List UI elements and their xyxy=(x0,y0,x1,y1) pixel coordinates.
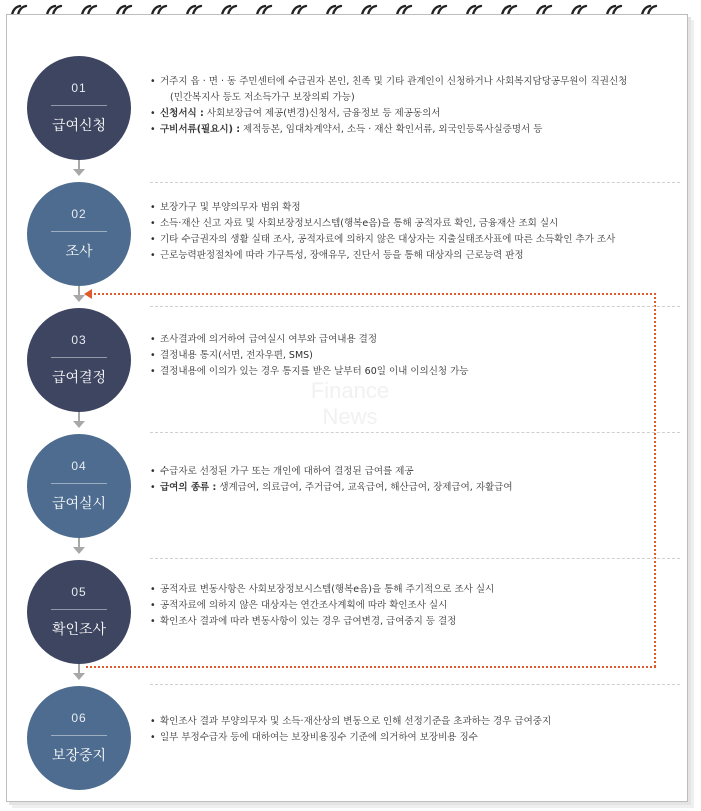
connector-arrow-3-4 xyxy=(73,421,85,428)
step-rule xyxy=(51,357,107,358)
step-title: 급여실시 xyxy=(51,496,107,512)
step-04-line-2-text: 생계급여, 의료급여, 주거급여, 교육급여, 해산급여, 장제급여, 자활급여 xyxy=(216,482,513,493)
divider-3 xyxy=(150,432,680,433)
step-03-line-2: • 결정내용 통지(서면, 전자우편, SMS) xyxy=(150,348,685,364)
step-01-circle xyxy=(27,56,131,160)
connector-arrow-1-2 xyxy=(73,169,85,176)
step-01-line-4-text: 제적등본, 임대차계약서, 소득 · 재산 확인서류, 외국인등록사실증명서 등 xyxy=(240,124,543,135)
step-02-description xyxy=(150,200,685,264)
step-03-description xyxy=(150,332,685,380)
step-01-line-1: • 거주지 읍 · 면 · 동 주민센터에 수급권자 본인, 친족 및 기타 관계인이 신청하거나 사회복지담당공무원이 직권신청 xyxy=(150,74,685,90)
step-06-line-2: • 일부 부정수급자 등에 대하여는 보장비용징수 기준에 의거하여 보장비용 징수 xyxy=(150,730,685,746)
step-05-circle xyxy=(27,560,131,664)
step-02-line-4: • 근로능력판정절차에 따라 가구특성, 장애유무, 진단서 등을 통해 대상자의 근로능력 판정 xyxy=(150,248,685,264)
step-04-line-1: • 수급자로 선정된 가구 또는 개인에 대하여 결정된 급여를 제공 xyxy=(150,464,685,480)
step-02-line-1: • 보장가구 및 부양의무자 범위 확정 xyxy=(150,200,685,216)
step-04-line-2-label: 급여의 종류 : xyxy=(160,482,217,493)
divider-4 xyxy=(150,558,680,559)
step-01-description xyxy=(150,74,685,138)
step-03-line-1: • 조사결과에 의거하여 급여실시 여부와 급여내용 결정 xyxy=(150,332,685,348)
step-02-line-2: • 소득·재산 신고 자료 및 사회보장정보시스템(행복e음)을 통해 공적자료 확인, 금융재산 조회 실시 xyxy=(150,216,685,232)
step-rule xyxy=(51,231,107,232)
watermark-line-1: Finance xyxy=(310,378,390,403)
step-number: 06 xyxy=(71,711,87,725)
step-04-circle xyxy=(27,434,131,538)
step-01-line-3 xyxy=(150,106,685,122)
loop-bottom-line xyxy=(86,666,656,668)
step-05-description xyxy=(150,582,685,630)
step-04-description xyxy=(150,464,685,496)
divider-5 xyxy=(150,684,680,685)
step-01-line-3-text: 사회보장급여 제공(변경)신청서, 금융정보 등 제공동의서 xyxy=(203,108,441,119)
step-number: 05 xyxy=(71,585,87,599)
step-rule xyxy=(51,105,107,106)
step-number: 03 xyxy=(71,333,87,347)
step-03-circle xyxy=(27,308,131,412)
step-06-line-1: • 확인조사 결과 부양의무자 및 소득·재산상의 변동으로 인해 선정기준을 초과하는 경우 급여중지 xyxy=(150,714,685,730)
step-01-line-4-label: 구비서류(필요시) : xyxy=(160,124,241,135)
step-04-line-2 xyxy=(150,480,685,496)
step-05-line-1: • 공적자료 변동사항은 사회보장정보시스템(행복e음)을 통해 주기적으로 조사 실시 xyxy=(150,582,685,598)
step-rule xyxy=(51,609,107,610)
watermark xyxy=(270,378,430,430)
step-title: 확인조사 xyxy=(51,622,107,638)
step-05-line-2: • 공적자료에 의하지 않은 대상자는 연간조사계획에 따라 확인조사 실시 xyxy=(150,598,685,614)
connector-arrow-4-5 xyxy=(73,547,85,554)
step-rule xyxy=(51,735,107,736)
divider-2 xyxy=(150,306,680,307)
step-title: 조사 xyxy=(65,244,93,260)
step-number: 04 xyxy=(71,459,87,473)
step-03-line-3: • 결정내용에 이의가 있는 경우 통지를 받은 날부터 60일 이내 이의신청 가능 xyxy=(150,364,685,380)
step-06-circle xyxy=(27,686,131,790)
step-06-description xyxy=(150,714,685,746)
divider-1 xyxy=(150,182,680,183)
step-05-line-3: • 확인조사 결과에 따라 변동사항이 있는 경우 급여변경, 급여중지 등 결정 xyxy=(150,614,685,630)
step-02-line-3: • 기타 수급권자의 생활 실태 조사, 공적자료에 의하지 않은 대상자는 지출실태조사표에 따른 소득확인 추가 조사 xyxy=(150,232,685,248)
step-title: 급여신청 xyxy=(51,118,107,134)
step-01-line-3-label: 신청서식 : xyxy=(160,108,204,119)
step-number: 01 xyxy=(71,81,87,95)
connector-arrow-5-6 xyxy=(73,673,85,680)
step-title: 급여결정 xyxy=(51,370,107,386)
step-number: 02 xyxy=(71,207,87,221)
step-rule xyxy=(51,483,107,484)
step-01-line-4 xyxy=(150,122,685,138)
loop-top-line xyxy=(86,293,656,295)
step-title: 보장중지 xyxy=(51,748,107,764)
step-01-line-2: (민간복지사 등도 저소득가구 보장의뢰 가능) xyxy=(170,92,355,103)
watermark-line-2: News xyxy=(322,404,378,429)
loop-arrow-icon xyxy=(84,289,92,299)
step-02-circle xyxy=(27,182,131,286)
